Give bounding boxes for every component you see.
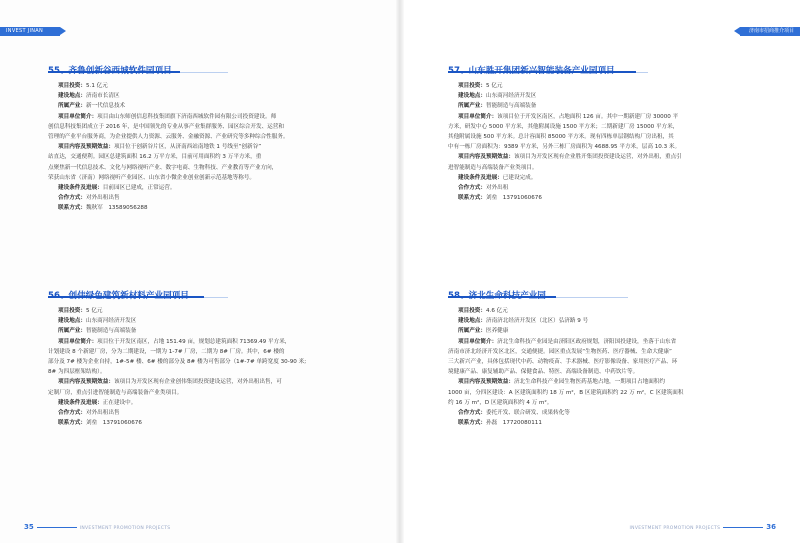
project-57-title-bar bbox=[448, 58, 648, 73]
project-57-fields bbox=[448, 81, 682, 203]
right-page bbox=[400, 0, 800, 543]
field-line bbox=[448, 326, 683, 336]
field-value: 山东商河经济开发区 bbox=[85, 318, 137, 325]
left-footer-text: INVESTMENT PROMOTION PROJECTS bbox=[79, 526, 171, 531]
field-value: 新一代信息技术 bbox=[85, 103, 126, 110]
field-value: 医养健康 bbox=[485, 328, 509, 335]
field-value: 项目位于开发区南区，占地 151.49 亩，规划总建筑面积 71369.49 平方米， bbox=[97, 338, 291, 345]
field-line bbox=[48, 81, 289, 91]
field-label: 建设条件及进展： bbox=[58, 185, 103, 192]
field-line bbox=[48, 357, 306, 367]
field-value: 济北生命科技产业园生物医药基地占地，一期项目占地面积约 bbox=[513, 379, 665, 386]
field-value: 8# 为四层框架结构）。 bbox=[48, 369, 106, 376]
field-line bbox=[448, 388, 683, 398]
field-value: 计划建设 8 个新建厂房，分为二期建设，一期为 1-7# 厂房，二期为 8# 厂房。其中，6# 楼的 bbox=[48, 348, 285, 355]
field-value: 该项目位于开发区南区，占地面积 126 亩。其中一期新建厂房 30000 平 bbox=[497, 113, 679, 120]
field-line bbox=[48, 193, 289, 203]
field-value: 创信息科技集团成立于 2016 年，是中国领先的专业从事产业集群服务、园区综合开发、运营和 bbox=[48, 123, 284, 130]
field-line bbox=[48, 183, 289, 193]
field-value: 刘垒 13791060676 bbox=[485, 195, 542, 202]
left-page-number: 35 bbox=[24, 523, 34, 531]
field-label: 合作方式： bbox=[58, 195, 86, 202]
field-value: 魏秋军 13589056288 bbox=[85, 205, 148, 212]
field-label: 所属产业： bbox=[58, 328, 86, 335]
field-value: 境健康产品、康复辅助产品、保健食品、特医、高端设备制造、中药饮片等。 bbox=[448, 369, 639, 376]
field-label: 项目单位简介： bbox=[458, 113, 498, 120]
field-value: 正在建设中。 bbox=[102, 399, 137, 406]
field-value: 站直达，交通便利。园区总建筑面积 16.2 万平方米，目前可用面积约 3 万平方米，重 bbox=[48, 154, 262, 161]
field-line bbox=[448, 81, 682, 91]
field-value: 进智能制造与高端装备产业类项目。 bbox=[448, 164, 538, 171]
field-line bbox=[448, 152, 682, 162]
right-header-tag: 济南市招商推介项目 bbox=[740, 27, 800, 36]
project-56 bbox=[48, 283, 306, 428]
field-value: 该项目为开发区现有企业创伟集团投资建设运营，对外出租出售，可 bbox=[113, 379, 282, 386]
field-line bbox=[48, 377, 306, 387]
title-underline bbox=[48, 71, 180, 73]
project-55-fields bbox=[48, 81, 289, 214]
field-label: 联系方式： bbox=[458, 420, 486, 427]
field-line bbox=[48, 203, 289, 213]
title-underline bbox=[48, 296, 204, 298]
field-line bbox=[448, 132, 682, 142]
field-value: 5.1 亿元 bbox=[85, 83, 108, 89]
footer-line bbox=[37, 527, 77, 528]
field-label: 项目内容及预期效益： bbox=[58, 379, 114, 386]
field-value: 智能制造与高端装备 bbox=[85, 328, 137, 335]
field-label: 建设条件及进展： bbox=[58, 399, 103, 406]
field-value: 方米，研发中心 5000 平方米，其他附属设施 1500 平方米；二期新建厂房 15000 平方米， bbox=[448, 123, 679, 130]
field-line bbox=[48, 132, 289, 142]
project-57 bbox=[448, 58, 682, 203]
field-line bbox=[48, 316, 306, 326]
project-56-title-bar bbox=[48, 283, 228, 298]
field-line bbox=[48, 173, 289, 183]
field-line bbox=[448, 357, 683, 367]
field-line bbox=[48, 347, 306, 357]
field-value: 定制厂房，重点引进智能制造与高端装备产业类项目。 bbox=[48, 389, 183, 396]
right-page-number: 36 bbox=[766, 523, 776, 531]
field-line bbox=[448, 173, 682, 183]
field-label: 联系方式： bbox=[58, 205, 86, 212]
field-label: 项目内容及预期效益： bbox=[58, 144, 114, 151]
field-line bbox=[48, 122, 289, 132]
field-label: 建设地点： bbox=[58, 93, 86, 100]
title-underline bbox=[448, 71, 636, 73]
right-footer bbox=[630, 523, 776, 531]
project-58 bbox=[448, 283, 683, 428]
field-value: 三大新兴产业，具体包括现代中药、动物疫苗、手术器械、医疗影像设备、家用医疗产品、环 bbox=[448, 359, 678, 366]
field-value: 部分及 7# 楼为企业自持，1#-5# 楼、6# 楼的部分及 8# 楼为可售部分（1#-7# 单跨宽度 30-90 米; bbox=[48, 359, 307, 366]
field-label: 项目单位简介： bbox=[58, 338, 98, 345]
field-value: 点聚焦新一代信息技术、文化与网络视听产业、数字电商、生物科技、产业教育等产业方向， bbox=[48, 164, 278, 171]
field-label: 所属产业： bbox=[58, 103, 86, 110]
field-value: 5 亿元 bbox=[485, 83, 503, 89]
project-55-title-bar bbox=[48, 58, 228, 73]
field-line bbox=[448, 142, 682, 152]
field-line bbox=[448, 163, 682, 173]
field-label: 项目内容及预期效益： bbox=[458, 154, 514, 161]
field-line bbox=[448, 347, 683, 357]
field-line bbox=[448, 337, 683, 347]
field-value: 目前园区已建成，正常运营。 bbox=[102, 185, 176, 192]
field-line bbox=[48, 142, 289, 152]
field-label: 项目单位简介： bbox=[58, 113, 98, 120]
field-value: 济南济北经济开发区（北区）弘济路 9 号 bbox=[485, 318, 589, 325]
field-value: 对外出租 bbox=[485, 185, 509, 192]
field-value: 管理的产业平台服务商，为企业提供人力资源、云服务、金融资源、产业研究等多种综合性服务。 bbox=[48, 134, 289, 141]
field-label: 所属产业： bbox=[458, 103, 486, 110]
field-value: 孙磊 17720080111 bbox=[485, 420, 542, 427]
field-line bbox=[448, 91, 682, 101]
field-line bbox=[48, 398, 306, 408]
field-value: 约 16 万 m²，D 区建筑面积约 4 万 m²。 bbox=[448, 399, 553, 406]
field-label: 合作方式： bbox=[458, 185, 486, 192]
field-label: 项目投资： bbox=[58, 83, 86, 89]
field-value: 智能制造与高端装备 bbox=[485, 103, 537, 110]
project-55 bbox=[48, 58, 289, 214]
field-label: 项目投资： bbox=[58, 308, 86, 314]
field-value: 1000 亩，分四区建设：A 区建筑面积约 18 万 m²，B 区建筑面积约 22 万 m²，C 区建筑面积 bbox=[448, 389, 684, 396]
title-underline bbox=[448, 296, 556, 298]
field-line bbox=[48, 163, 289, 173]
field-line bbox=[48, 152, 289, 162]
field-line bbox=[448, 306, 683, 316]
field-label: 合作方式： bbox=[458, 410, 486, 417]
field-value: 济南市济北经济开发区北区，交通便捷。园区重点发展“生物医药、医疗器械、生命大健康” bbox=[448, 348, 672, 355]
field-value: 刘垒 13791060676 bbox=[85, 420, 142, 427]
field-line bbox=[48, 418, 306, 428]
project-58-title-bar bbox=[448, 283, 628, 298]
field-value: 4.6 亿元 bbox=[485, 308, 508, 314]
field-line bbox=[448, 193, 682, 203]
field-line bbox=[448, 183, 682, 193]
field-line bbox=[48, 306, 306, 316]
field-label: 项目投资： bbox=[458, 308, 486, 314]
field-line bbox=[448, 418, 683, 428]
field-line bbox=[48, 408, 306, 418]
field-label: 项目单位简介： bbox=[458, 338, 498, 345]
field-line bbox=[448, 367, 683, 377]
field-line bbox=[448, 101, 682, 111]
footer-line bbox=[723, 527, 763, 528]
field-line bbox=[48, 112, 289, 122]
field-value: 济北生命科技产业园是由济阳区政府规划，济阳国投建设，坐落于山东省 bbox=[497, 338, 677, 345]
field-label: 项目内容及预期效益： bbox=[458, 379, 514, 386]
field-line bbox=[48, 337, 306, 347]
left-footer bbox=[24, 523, 170, 531]
field-label: 建设条件及进展： bbox=[458, 174, 503, 181]
field-value: 项目位于创新谷片区，从济南西站南地铁 1 号线至“创新谷” bbox=[113, 144, 262, 151]
field-value: 济南市长清区 bbox=[85, 93, 120, 100]
field-value: 已建设完成。 bbox=[502, 174, 537, 181]
field-value: 山东商河经济开发区 bbox=[485, 93, 537, 100]
field-label: 项目投资： bbox=[458, 83, 486, 89]
field-value: 中有一栋厂房面积为：9389 平方米，另外三栋厂房面积为 4688.95 平方米，层高 10.3 米。 bbox=[448, 144, 681, 151]
field-label: 建设地点： bbox=[458, 318, 486, 325]
field-value: 委托开发、联合研发、成果转化等 bbox=[485, 410, 570, 417]
field-label: 联系方式： bbox=[458, 195, 486, 202]
left-header-tag: INVEST JINAN bbox=[0, 27, 60, 36]
field-value: 荣获山东省（济南）网络视听产业园区、山东省小微企业创业创新示范基地等称号。 bbox=[48, 174, 255, 181]
field-value: 对外出租出售 bbox=[85, 410, 120, 417]
field-value: 对外出租出售 bbox=[85, 195, 120, 202]
field-label: 合作方式： bbox=[58, 410, 86, 417]
field-line bbox=[448, 316, 683, 326]
page-gutter bbox=[396, 0, 404, 543]
field-line bbox=[448, 398, 683, 408]
field-line bbox=[448, 408, 683, 418]
project-58-fields bbox=[448, 306, 683, 428]
field-label: 建设地点： bbox=[458, 93, 486, 100]
field-label: 所属产业： bbox=[458, 328, 486, 335]
field-line bbox=[448, 122, 682, 132]
field-line bbox=[48, 388, 306, 398]
field-value: 5 亿元 bbox=[85, 308, 103, 314]
field-line bbox=[448, 377, 683, 387]
field-line bbox=[48, 91, 289, 101]
field-line bbox=[48, 367, 306, 377]
field-line bbox=[48, 326, 306, 336]
field-line bbox=[448, 112, 682, 122]
field-label: 建设地点： bbox=[58, 318, 86, 325]
right-footer-text: INVESTMENT PROMOTION PROJECTS bbox=[629, 526, 721, 531]
field-line bbox=[48, 101, 289, 111]
project-56-fields bbox=[48, 306, 306, 428]
field-value: 其他附属设施 500 平方米。总计容面积 85000 平方米。现有四栋单层钢结构厂房出租，其 bbox=[448, 134, 674, 141]
field-value: 项目由山东师创信息科技集团旗下济南西城软件园有限公司投资建设。师 bbox=[97, 113, 277, 120]
field-value: 该项目为开发区现有企业胜开集团投资建设运营，对外出租，重点引 bbox=[513, 154, 682, 161]
field-label: 联系方式： bbox=[58, 420, 86, 427]
